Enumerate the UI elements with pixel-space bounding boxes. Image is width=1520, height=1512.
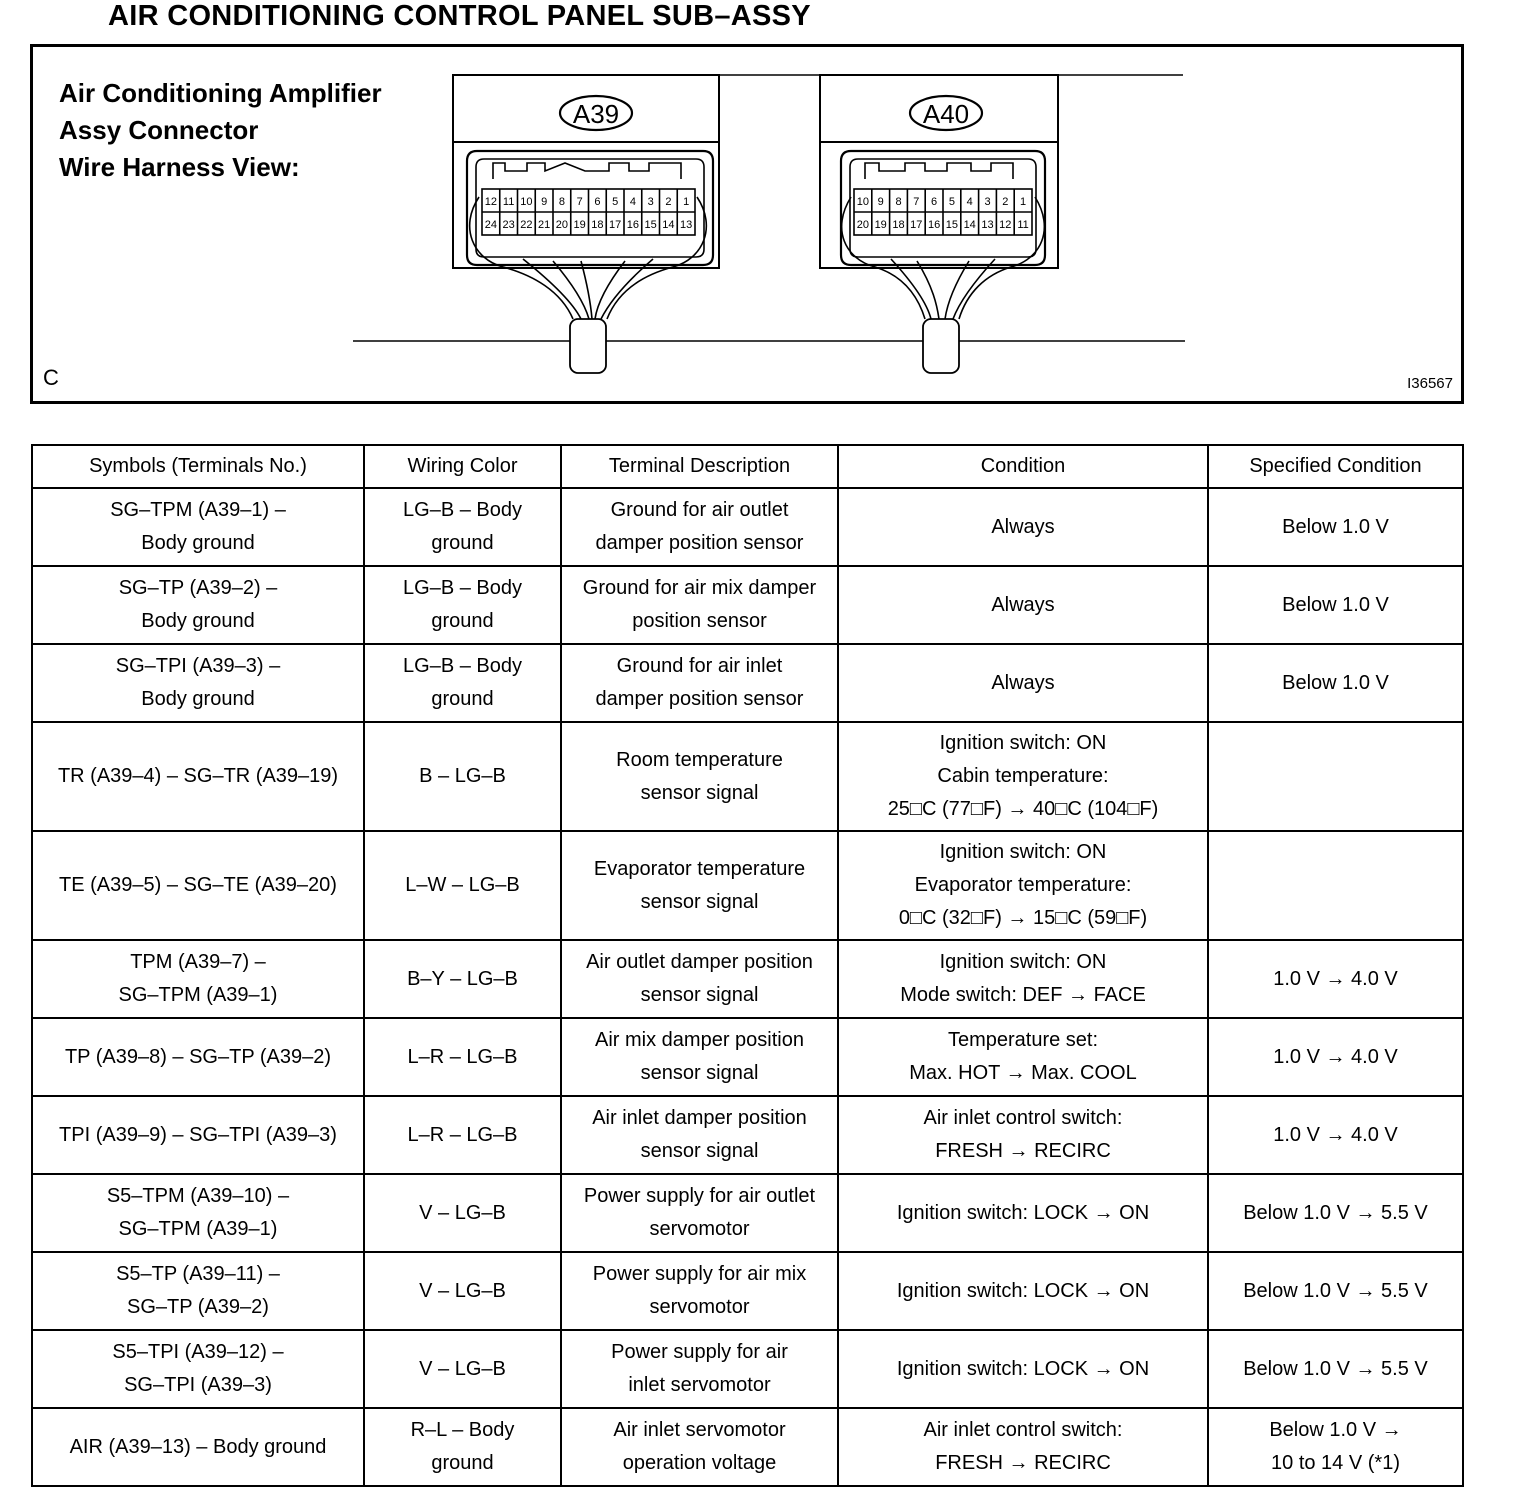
cell-symbols: TR (A39–4) – SG–TR (A39–19) (32, 722, 364, 831)
table-row (32, 1252, 1463, 1330)
a39-pin-10: 10 (520, 196, 533, 208)
a40-pin-18: 18 (892, 219, 905, 231)
a39-pin-13: 13 (680, 219, 693, 231)
cell-wiring-color: B–Y – LG–B (364, 940, 561, 1018)
cell-specified: 1.0 V → 4.0 V (1208, 1018, 1463, 1096)
a40-pin-7: 7 (913, 196, 920, 208)
view-label-line-1: Air Conditioning Amplifier (59, 78, 382, 108)
cell-description: Power supply for air inlet servomotor (561, 1330, 838, 1408)
cell-symbols: TPM (A39–7) – SG–TPM (A39–1) (32, 940, 364, 1018)
cell-condition: Ignition switch: ON Cabin temperature: 25□C (77□F) → 40□C (104□F) (838, 722, 1208, 831)
a40-pin-4: 4 (966, 196, 973, 208)
view-label-line-3: Wire Harness View: (59, 152, 300, 182)
cell-condition: Always (838, 644, 1208, 722)
cell-symbols: SG–TP (A39–2) – Body ground (32, 566, 364, 644)
cell-symbols: AIR (A39–13) – Body ground (32, 1408, 364, 1486)
a39-pin-3: 3 (647, 196, 654, 208)
table-row (32, 1018, 1463, 1096)
cell-symbols: S5–TP (A39–11) – SG–TP (A39–2) (32, 1252, 364, 1330)
cell-description: Ground for air inlet damper position sensor (561, 644, 838, 722)
cell-wiring-color: B – LG–B (364, 722, 561, 831)
header-symbols: Symbols (Terminals No.) (32, 445, 364, 488)
header-specified-condition: Specified Condition (1208, 445, 1463, 488)
a40-label: A40 (922, 99, 970, 129)
a39-pin-18: 18 (591, 219, 604, 231)
header-wiring-color: Wiring Color (364, 445, 561, 488)
cell-symbols: TP (A39–8) – SG–TP (A39–2) (32, 1018, 364, 1096)
a39-pin-23: 23 (502, 219, 515, 231)
cell-wiring-color: L–R – LG–B (364, 1096, 561, 1174)
a39-pin-12: 12 (484, 196, 497, 208)
a39-pin-24: 24 (484, 219, 497, 231)
a40-pin-17: 17 (910, 219, 923, 231)
cell-specified: Below 1.0 V (1208, 644, 1463, 722)
a40-pin-11: 11 (1017, 219, 1029, 231)
cell-wiring-color: V – LG–B (364, 1174, 561, 1252)
a40-pin-20: 20 (856, 219, 870, 231)
cell-description: Ground for air mix damper position sensor (561, 566, 838, 644)
cell-specified: Below 1.0 V → 5.5 V (1208, 1174, 1463, 1252)
cell-symbols: SG–TPI (A39–3) – Body ground (32, 644, 364, 722)
a40-pin-8: 8 (895, 196, 902, 208)
a39-label: A39 (572, 99, 620, 129)
cell-symbols: S5–TPI (A39–12) – SG–TPI (A39–3) (32, 1330, 364, 1408)
a39-pin-17: 17 (609, 219, 622, 231)
table-row (32, 722, 1463, 831)
a39-pin-4: 4 (629, 196, 636, 208)
cell-symbols: SG–TPM (A39–1) – Body ground (32, 488, 364, 566)
a40-pin-19: 19 (874, 219, 887, 231)
a39-pin-19: 19 (573, 219, 586, 231)
cell-wiring-color: LG–B – Body ground (364, 566, 561, 644)
table-row (32, 940, 1463, 1018)
a39-top-pin-numbers (485, 196, 689, 208)
table-row (32, 1096, 1463, 1174)
cell-wiring-color: R–L – Body ground (364, 1408, 561, 1486)
corner-label: C (43, 365, 59, 390)
a40-pin-14: 14 (963, 219, 976, 231)
cell-wiring-color: LG–B – Body ground (364, 644, 561, 722)
a40-pin-6: 6 (931, 196, 938, 208)
a39-pin-2: 2 (665, 196, 672, 208)
header-condition: Condition (838, 445, 1208, 488)
cell-condition: Temperature set: Max. HOT → Max. COOL (838, 1018, 1208, 1096)
a39-pin-6: 6 (594, 196, 601, 208)
cell-description: Air inlet servomotor operation voltage (561, 1408, 838, 1486)
cell-description: Power supply for air outlet servomotor (561, 1174, 838, 1252)
a40-pin-1: 1 (1020, 196, 1027, 208)
cell-symbols: TE (A39–5) – SG–TE (A39–20) (32, 831, 364, 940)
cell-specified: Below 1.0 V (1208, 488, 1463, 566)
cell-description: Room temperature sensor signal (561, 722, 838, 831)
a39-pin-20: 20 (555, 219, 568, 231)
cell-specified: 1.0 V → 4.0 V (1208, 940, 1463, 1018)
cell-condition: Ignition switch: LOCK → ON (838, 1174, 1208, 1252)
page-title: AIR CONDITIONING CONTROL PANEL SUB–ASSY (108, 0, 811, 32)
table-row (32, 831, 1463, 940)
terminal-spec-table (31, 444, 1464, 1487)
cell-description: Power supply for air mix servomotor (561, 1252, 838, 1330)
cell-description: Air mix damper position sensor signal (561, 1018, 838, 1096)
cell-specified: 1.0 V → 4.0 V (1208, 1096, 1463, 1174)
table-row (32, 488, 1463, 566)
cell-description: Air inlet damper position sensor signal (561, 1096, 838, 1174)
cell-wiring-color: L–R – LG–B (364, 1018, 561, 1096)
cell-condition: Air inlet control switch: FRESH → RECIRC (838, 1096, 1208, 1174)
cell-condition: Ignition switch: ON Mode switch: DEF → FACE (838, 940, 1208, 1018)
cell-specified (1208, 722, 1463, 831)
view-label-line-2: Assy Connector (59, 115, 259, 145)
a40-pin-5: 5 (948, 196, 955, 208)
cell-specified: Below 1.0 V → 5.5 V (1208, 1330, 1463, 1408)
a39-pin-14: 14 (662, 219, 675, 231)
connector-figure (30, 44, 1464, 404)
a39-pin-16: 16 (626, 219, 639, 231)
a39-pin-8: 8 (558, 196, 565, 208)
header-terminal-description: Terminal Description (561, 445, 838, 488)
cell-wiring-color: V – LG–B (364, 1252, 561, 1330)
a40-pin-9: 9 (877, 196, 884, 208)
a40-pin-16: 16 (927, 219, 941, 231)
table-row (32, 644, 1463, 722)
a39-pin-21: 21 (538, 219, 551, 231)
a39-pin-1: 1 (683, 196, 690, 208)
a40-pin-12: 12 (999, 219, 1012, 231)
cell-specified: Below 1.0 V → 10 to 14 V (*1) (1208, 1408, 1463, 1486)
cell-symbols: TPI (A39–9) – SG–TPI (A39–3) (32, 1096, 364, 1174)
a39-pin-11: 11 (502, 196, 515, 208)
cell-description: Evaporator temperature sensor signal (561, 831, 838, 940)
a40-pin-15: 15 (945, 219, 959, 231)
cell-specified: Below 1.0 V → 5.5 V (1208, 1252, 1463, 1330)
table-row (32, 1174, 1463, 1252)
cell-condition: Always (838, 488, 1208, 566)
a39-pin-22: 22 (520, 219, 533, 231)
cell-condition: Air inlet control switch: FRESH → RECIRC (838, 1408, 1208, 1486)
figure-id: I36567 (1407, 375, 1453, 392)
cell-condition: Always (838, 566, 1208, 644)
a40-pin-13: 13 (981, 219, 994, 231)
a40-pin-2: 2 (1002, 196, 1009, 208)
a40-pin-3: 3 (984, 196, 991, 208)
a40-pin-10: 10 (856, 196, 870, 208)
table-row (32, 566, 1463, 644)
cell-description: Air outlet damper position sensor signal (561, 940, 838, 1018)
a39-pin-9: 9 (541, 196, 548, 208)
cell-specified: Below 1.0 V (1208, 566, 1463, 644)
cell-condition: Ignition switch: LOCK → ON (838, 1330, 1208, 1408)
cell-wiring-color: LG–B – Body ground (364, 488, 561, 566)
a39-pin-7: 7 (576, 196, 583, 208)
cell-condition: Ignition switch: LOCK → ON (838, 1252, 1208, 1330)
connector-view-label (59, 75, 382, 186)
table-row (32, 1330, 1463, 1408)
cell-specified (1208, 831, 1463, 940)
cell-wiring-color: V – LG–B (364, 1330, 561, 1408)
cell-wiring-color: L–W – LG–B (364, 831, 561, 940)
a39-pin-15: 15 (644, 219, 657, 231)
a39-pin-5: 5 (612, 196, 619, 208)
cell-description: Ground for air outlet damper position sensor (561, 488, 838, 566)
table-header-row (32, 445, 1463, 488)
cell-symbols: S5–TPM (A39–10) – SG–TPM (A39–1) (32, 1174, 364, 1252)
table-row (32, 1408, 1463, 1486)
cell-condition: Ignition switch: ON Evaporator temperature: 0□C (32□F) → 15□C (59□F) (838, 831, 1208, 940)
a40-top-pin-numbers (857, 196, 1026, 208)
